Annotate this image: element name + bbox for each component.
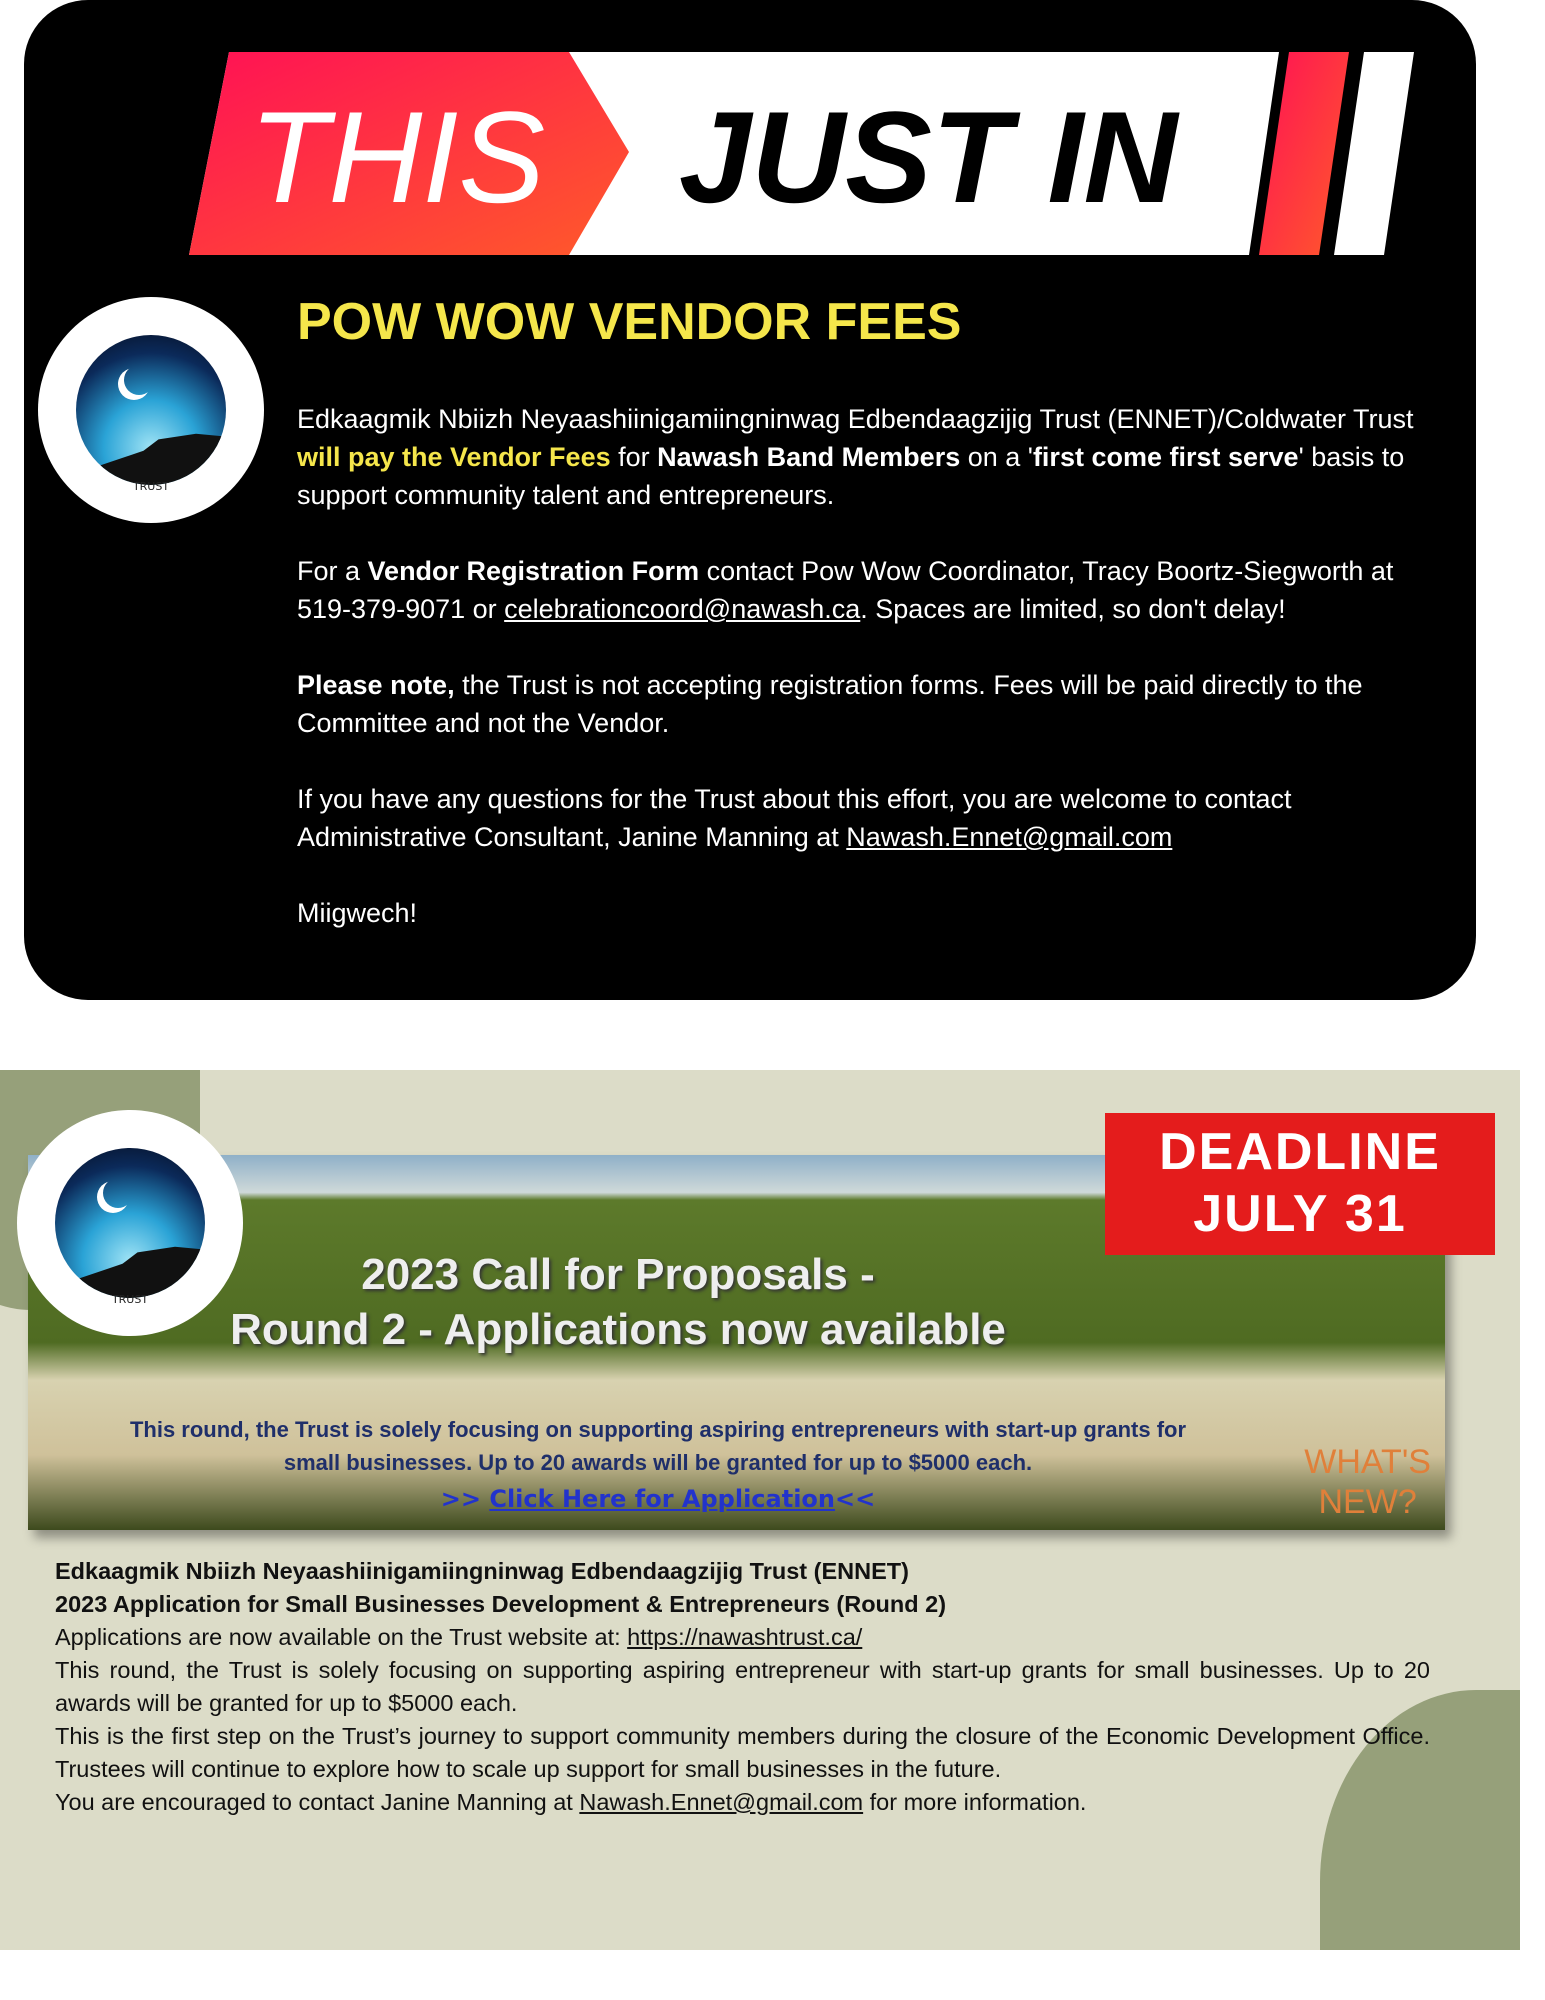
application-link[interactable]: >> Click Here for Application<< [440, 1485, 876, 1513]
closing: Miigwech! [297, 898, 418, 928]
consultant-email-link[interactable]: Nawash.Ennet@gmail.com [846, 822, 1173, 852]
deadline-badge: DEADLINE JULY 31 [1105, 1113, 1495, 1255]
paragraph-3: Please note, the Trust is not accepting registration forms. Fees will be paid directly to the Committee and not the Vendor. [297, 670, 1363, 738]
paragraph-1: Edkaagmik Nbiizh Neyaashiinigamiingninwag Edbendaagzijig Trust (ENNET)/Coldwater Trust will pay the Vendor Fees for Nawash Band Members on a 'first come first serve' basis to support community talent and entrepreneurs. [297, 404, 1414, 510]
application-info: Edkaagmik Nbiizh Neyaashiinigamiingninwag Edbendaagzijig Trust (ENNET) 2023 Application for Small Businesses Development & Entrepreneurs (Round 2) Applications are now available on the Trust website at: https://nawashtrust.ca/ This round, the Trust is solely focusing on supporting aspiring entrepreneur with start-up grants for small businesses. Up to 20 awards will be granted for up to $5000 each. This is the first step on the Trust’s journey to support community members during the closure of the Economic Development Office. Trustees will continue to explore how to scale up support for small businesses in the future. You are encouraged to contact Janine Manning at Nawash.Ennet@gmail.com for more information. [55, 1558, 1430, 1815]
vendor-body [297, 400, 1437, 970]
call-for-proposals-panel [0, 1070, 1520, 1950]
moon-icon [124, 365, 154, 395]
vendor-fees-panel [24, 0, 1476, 1000]
trust-website-link[interactable]: https://nawashtrust.ca/ [627, 1624, 863, 1650]
banner-this: THIS [249, 84, 546, 230]
banner-just-in: JUST IN [679, 84, 1178, 230]
promo-banner[interactable]: 2023 Call for Proposals - Round 2 - Applications now available This round, the Trust is solely focusing on supporting aspiring entrepreneurs with start-up grants for small businesses. Up to 20 awards will be granted for up to $5000 each. >> Click Here for Application<< WHAT'S NEW? [28, 1155, 1445, 1530]
contact-email-link[interactable]: Nawash.Ennet@gmail.com [579, 1789, 864, 1815]
paragraph-4: If you have any questions for the Trust about this effort, you are welcome to contact Administrative Consultant, Janine Manning at Nawash.Ennet@gmail.com [297, 784, 1292, 852]
moon-icon [103, 1178, 133, 1208]
trust-logo: TRUST [38, 297, 264, 523]
paragraph-2: For a Vendor Registration Form contact Pow Wow Coordinator, Tracy Boortz-Siegworth at 519-379-9071 or celebrationcoord@nawash.ca. Spaces are limited, so don't delay! [297, 556, 1394, 624]
coordinator-email-link[interactable]: celebrationcoord@nawash.ca [504, 594, 861, 624]
this-just-in-banner [189, 52, 1414, 255]
whats-new-label: WHAT'S NEW? [1304, 1443, 1431, 1521]
trust-logo: TRUST [17, 1110, 243, 1336]
section-title: POW WOW VENDOR FEES [297, 293, 962, 351]
